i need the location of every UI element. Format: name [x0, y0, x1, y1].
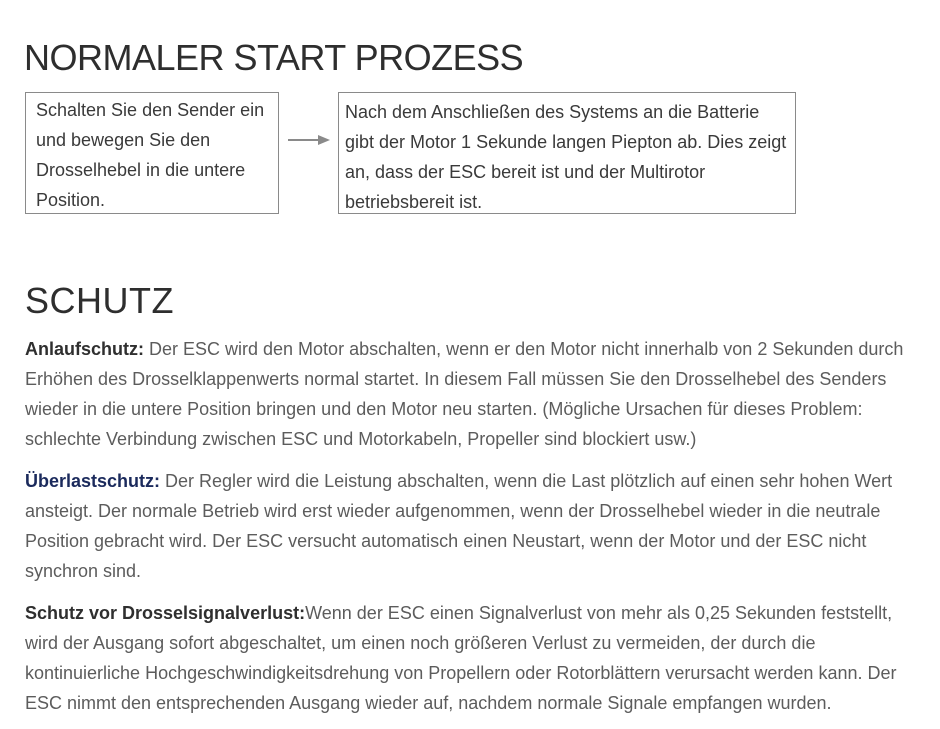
signal-loss-protection-paragraph — [25, 598, 920, 718]
signal-loss-protection-text: Wenn der ESC einen Signalverlust von mehr als 0,25 Sekunden feststellt, wird der Ausgang sofort abgeschaltet, um einen noch größeren Verlust zu vermeiden, der durch die kontinuierliche Hochgeschwindigkeitsdrehung von Propellern oder Rotorblättern verursacht werden kann. Der ESC nimmt den entsprechenden Ausgang wieder auf, nachdem normale Signale empfangen wurden. — [25, 603, 897, 713]
overload-protection-label: Überlastschutz: — [25, 471, 161, 491]
startup-protection-label: Anlaufschutz: — [25, 339, 144, 359]
protection-heading: SCHUTZ — [25, 280, 174, 321]
start-step-1-text: Schalten Sie den Sender ein und bewegen Sie den Drosselhebel in die untere Position. — [36, 100, 265, 210]
arrow-right-icon — [288, 133, 330, 147]
start-process-heading: NORMALER START PROZESS — [24, 37, 524, 78]
overload-protection-text: Der Regler wird die Leistung abschalten, wenn die Last plötzlich auf einen sehr hohen Wert ansteigt. Der normale Betrieb wird erst wieder aufgenommen, wenn der Drosselhebel wieder in die neutrale Position gebracht wird. Der ESC versucht automatisch einen Neustart, wenn der Motor und der ESC nicht synchron sind. — [25, 471, 893, 581]
overload-protection-paragraph — [25, 466, 920, 586]
start-step-2-box — [338, 92, 796, 214]
startup-protection-text: Der ESC wird den Motor abschalten, wenn er den Motor nicht innerhalb von 2 Sekunden durch Erhöhen des Drosselklappenwerts normal startet. In diesem Fall müssen Sie den Drosselhebel des Senders wieder in die untere Position bringen und den Motor neu starten. (Mögliche Ursachen für dieses Problem: schlechte Verbindung zwischen ESC und Motorkabeln, Propeller sind blockiert usw.) — [25, 339, 904, 449]
startup-protection-paragraph — [25, 334, 920, 454]
start-step-2-text: Nach dem Anschließen des Systems an die Batterie gibt der Motor 1 Sekunde langen Piepton ab. Dies zeigt an, dass der ESC bereit ist und der Multirotor betriebsbereit ist. — [345, 102, 787, 212]
signal-loss-protection-label: Schutz vor Drosselsignalverlust: — [25, 603, 306, 623]
start-step-1-box — [25, 92, 279, 214]
